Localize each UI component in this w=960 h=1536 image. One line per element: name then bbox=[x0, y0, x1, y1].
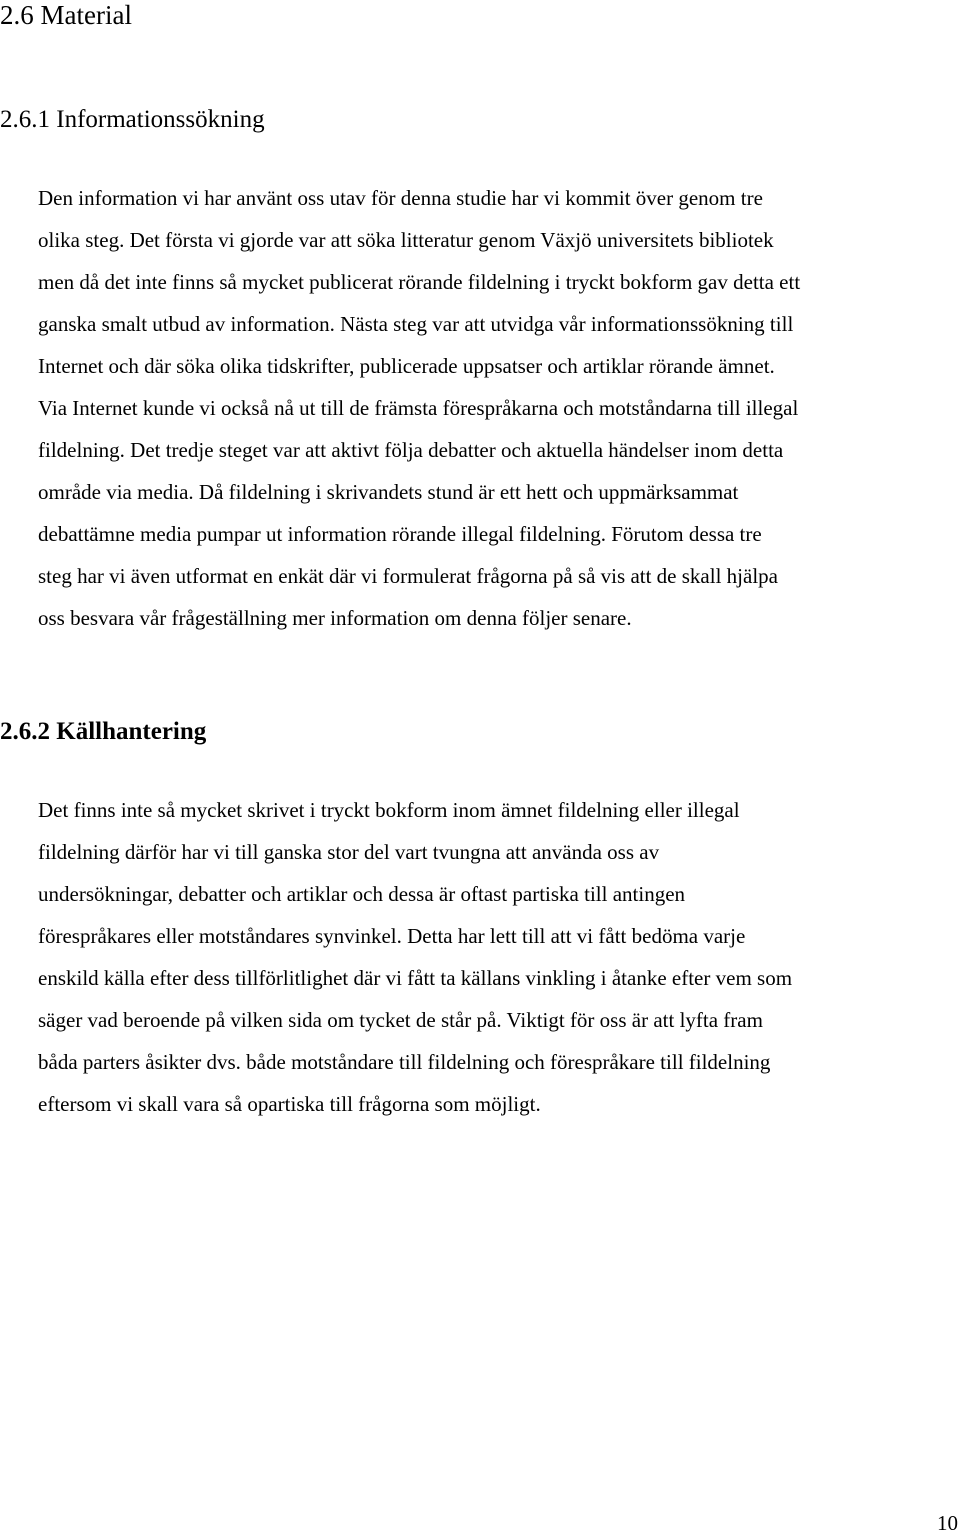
text-line: debattämne media pumpar ut information rörande illegal fildelning. Förutom dessa tre bbox=[38, 522, 762, 546]
text-line: olika steg. Det första vi gjorde var att söka litteratur genom Växjö universitets bibliotek bbox=[38, 228, 774, 252]
section-heading: 2.6 Material bbox=[0, 0, 132, 30]
text-line: ganska smalt utbud av information. Nästa steg var att utvidga vår informationssökning till bbox=[38, 312, 794, 336]
text-line: båda parters åsikter dvs. både motståndare till fildelning och förespråkare till fildelning bbox=[38, 1050, 771, 1074]
text-line: Via Internet kunde vi också nå ut till de främsta förespråkarna och motståndarna till illegal bbox=[38, 396, 799, 420]
text-line: förespråkares eller motståndares synvinkel. Detta har lett till att vi fått bedöma varje bbox=[38, 924, 746, 948]
paragraph-informationssokning bbox=[38, 177, 960, 639]
text-line: fildelning. Det tredje steget var att aktivt följa debatter och aktuella händelser inom detta bbox=[38, 438, 784, 462]
text-line: område via media. Då fildelning i skrivandets stund är ett hett och uppmärksammat bbox=[38, 480, 739, 504]
text-line: undersökningar, debatter och artiklar och dessa är oftast partiska till antingen bbox=[38, 882, 686, 906]
text-line: Det finns inte så mycket skrivet i tryckt bokform inom ämnet fildelning eller illegal bbox=[38, 798, 740, 822]
subsection-heading-informationssokning: 2.6.1 Informationssökning bbox=[0, 106, 265, 133]
paragraph-kallhantering bbox=[38, 789, 960, 1125]
text-line: eftersom vi skall vara så opartiska till frågorna som möjligt. bbox=[38, 1092, 541, 1116]
page-number: 10 bbox=[937, 1511, 958, 1535]
text-line: enskild källa efter dess tillförlitlighet där vi fått ta källans vinkling i åtanke efter vem som bbox=[38, 966, 793, 990]
text-line: men då det inte finns så mycket publicerat rörande fildelning i tryckt bokform gav detta ett bbox=[38, 270, 801, 294]
text-line: fildelning därför har vi till ganska stor del vart tvungna att använda oss av bbox=[38, 840, 660, 864]
subsection-heading-kallhantering: 2.6.2 Källhantering bbox=[0, 718, 207, 745]
text-line: steg har vi även utformat en enkät där vi formulerat frågorna på så vis att de skall hjälpa bbox=[38, 564, 778, 588]
text-line: Internet och där söka olika tidskrifter, publicerade uppsatser och artiklar rörande ämnet. bbox=[38, 354, 775, 378]
text-line: säger vad beroende på vilken sida om tycket de står på. Viktigt för oss är att lyfta fram bbox=[38, 1008, 763, 1032]
text-line: Den information vi har använt oss utav för denna studie har vi kommit över genom tre bbox=[38, 186, 763, 210]
text-line: oss besvara vår frågeställning mer information om denna följer senare. bbox=[38, 606, 632, 630]
